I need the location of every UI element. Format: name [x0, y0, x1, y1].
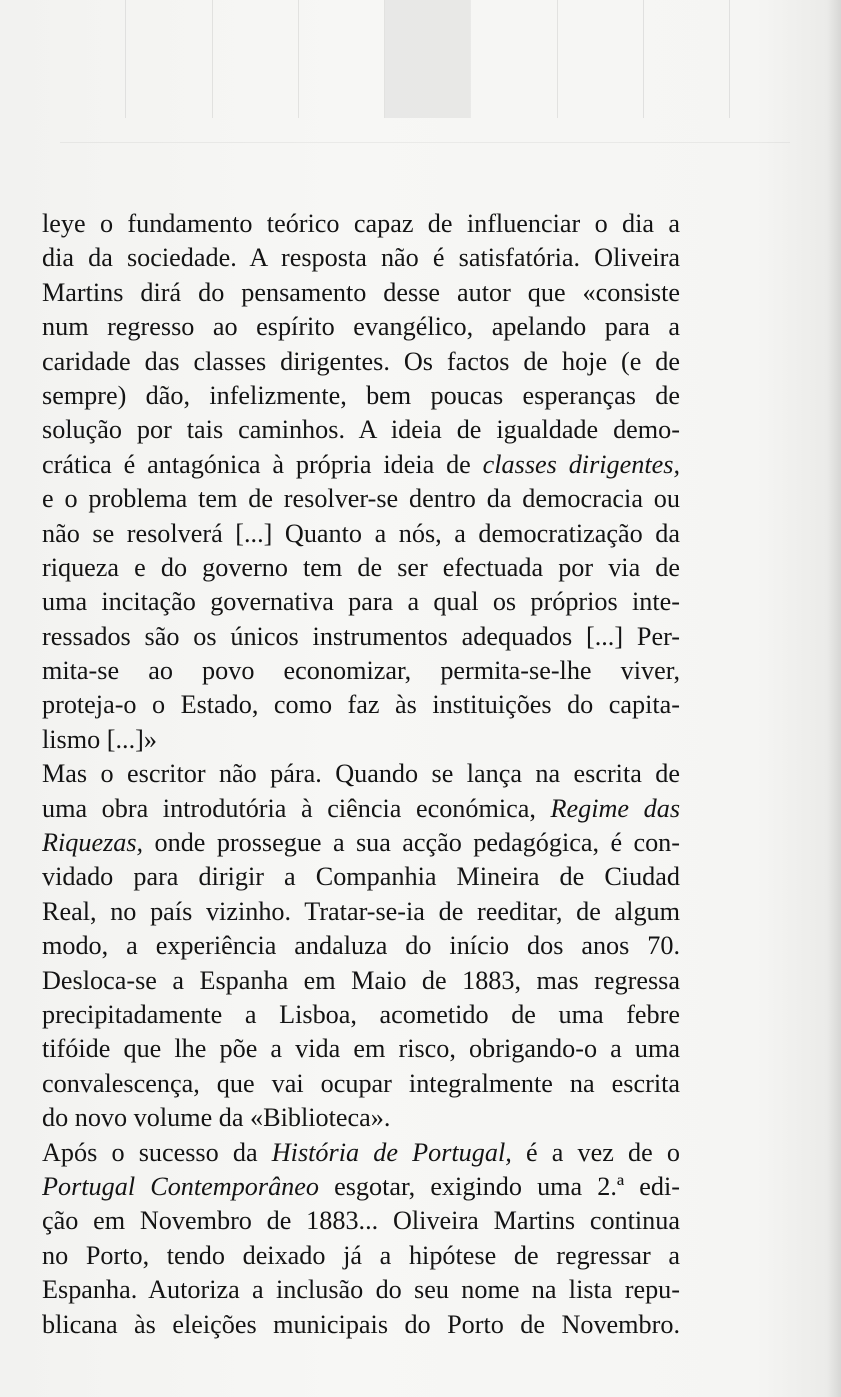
text-run: lismo [...]»	[42, 724, 157, 754]
text-run: modo, a experiência andaluza do início dos anos 70.	[42, 931, 680, 961]
text-line	[42, 1239, 680, 1273]
text-line	[42, 895, 680, 929]
text-line	[42, 482, 680, 516]
text-line	[42, 551, 680, 585]
show-through-running-head	[60, 122, 790, 143]
text-line	[42, 1273, 680, 1307]
text-run: não se resolverá [...] Quanto a nós, a democratização da	[42, 518, 680, 548]
text-run: num regresso ao espírito evangélico, apelando para a	[42, 312, 680, 342]
italic-title: História de Portugal,	[271, 1137, 512, 1167]
text-run: riqueza e do governo tem de ser efectuada por via de	[42, 552, 680, 582]
text-line	[42, 1067, 680, 1101]
show-through-header	[40, 0, 730, 118]
text-run: Mas o escritor não pára. Quando se lança na escrita de	[42, 759, 680, 789]
text-run: esgotar, exigindo uma 2.ª edi-	[318, 1171, 680, 1201]
text-line	[42, 723, 680, 757]
text-line	[42, 964, 680, 998]
text-line	[42, 792, 680, 826]
text-line	[42, 310, 680, 344]
text-line	[42, 998, 680, 1032]
text-line	[42, 1170, 680, 1204]
text-run: mita-se ao povo economizar, permita-se-lhe viver,	[42, 656, 680, 686]
text-run: Após o sucesso da	[42, 1137, 272, 1167]
text-run: é a vez de o	[511, 1137, 680, 1167]
text-line	[42, 1101, 680, 1135]
text-run: convalescença, que vai ocupar integralmente na escrita	[42, 1068, 680, 1098]
text-line	[42, 379, 680, 413]
text-run: uma obra introdutória à ciência económica,	[42, 793, 551, 823]
text-run: sempre) dão, infelizmente, bem poucas esperanças de	[42, 380, 680, 410]
text-line	[42, 620, 680, 654]
text-run: uma incitação governativa para a qual os próprios inte-	[42, 587, 680, 617]
text-run: leye o fundamento teórico capaz de influenciar o dia a	[42, 209, 680, 238]
text-run: solução por tais caminhos. A ideia de igualdade demo-	[42, 415, 680, 445]
text-line	[42, 1308, 680, 1342]
text-run: e o problema tem de resolver-se dentro da democracia ou	[42, 484, 680, 514]
text-run: do novo volume da «Biblioteca».	[42, 1103, 391, 1133]
text-run: precipitadamente a Lisboa, acometido de uma febre	[42, 999, 680, 1029]
text-run: crática é antagónica à própria ideia de	[42, 449, 483, 479]
text-line	[42, 1204, 680, 1238]
text-line	[42, 241, 680, 275]
text-line	[42, 688, 680, 722]
text-line	[42, 1136, 680, 1170]
text-line	[42, 757, 680, 791]
text-run: Martins dirá do pensamento desse autor que «consiste	[42, 277, 680, 307]
text-line	[42, 826, 680, 860]
text-line	[42, 276, 680, 310]
text-line	[42, 207, 680, 241]
text-run: Desloca-se a Espanha em Maio de 1883, mas regressa	[42, 965, 680, 995]
text-run: ressados são os únicos instrumentos adequados [...] Per-	[42, 621, 680, 651]
text-line	[42, 448, 680, 482]
italic-title: classes dirigentes,	[482, 449, 680, 479]
text-run: no Porto, tendo deixado já a hipótese de regressar a	[42, 1240, 680, 1270]
text-line	[42, 654, 680, 688]
text-run: tifóide que lhe põe a vida em risco, obrigando-o a uma	[42, 1034, 680, 1064]
page-edge-shadow	[827, 0, 841, 1397]
text-run: ção em Novembro de 1883... Oliveira Martins continua	[42, 1206, 680, 1236]
italic-title: Riquezas,	[42, 828, 144, 858]
text-run: Real, no país vizinho. Tratar-se-ia de reeditar, de algum	[42, 896, 680, 926]
text-run: blicana às eleições municipais do Porto de Novembro.	[42, 1309, 680, 1339]
text-line	[42, 1032, 680, 1066]
text-run: onde prossegue a sua acção pedagógica, é con-	[143, 828, 680, 858]
text-run: vidado para dirigir a Companhia Mineira de Ciudad	[42, 862, 680, 892]
text-line	[42, 860, 680, 894]
text-run: proteja-o o Estado, como faz às instituições do capita-	[42, 690, 680, 720]
italic-title: Portugal Contemporâneo	[42, 1171, 319, 1201]
text-line	[42, 929, 680, 963]
text-run: dia da sociedade. A resposta não é satisfatória. Oliveira	[42, 243, 680, 273]
body-text	[42, 207, 680, 1342]
text-run: Espanha. Autoriza a inclusão do seu nome na lista repu-	[42, 1275, 680, 1305]
text-run: caridade das classes dirigentes. Os factos de hoje (e de	[42, 346, 680, 376]
text-line	[42, 413, 680, 447]
text-line	[42, 585, 680, 619]
italic-title: Regime das	[550, 793, 680, 823]
text-line	[42, 345, 680, 379]
text-line	[42, 517, 680, 551]
